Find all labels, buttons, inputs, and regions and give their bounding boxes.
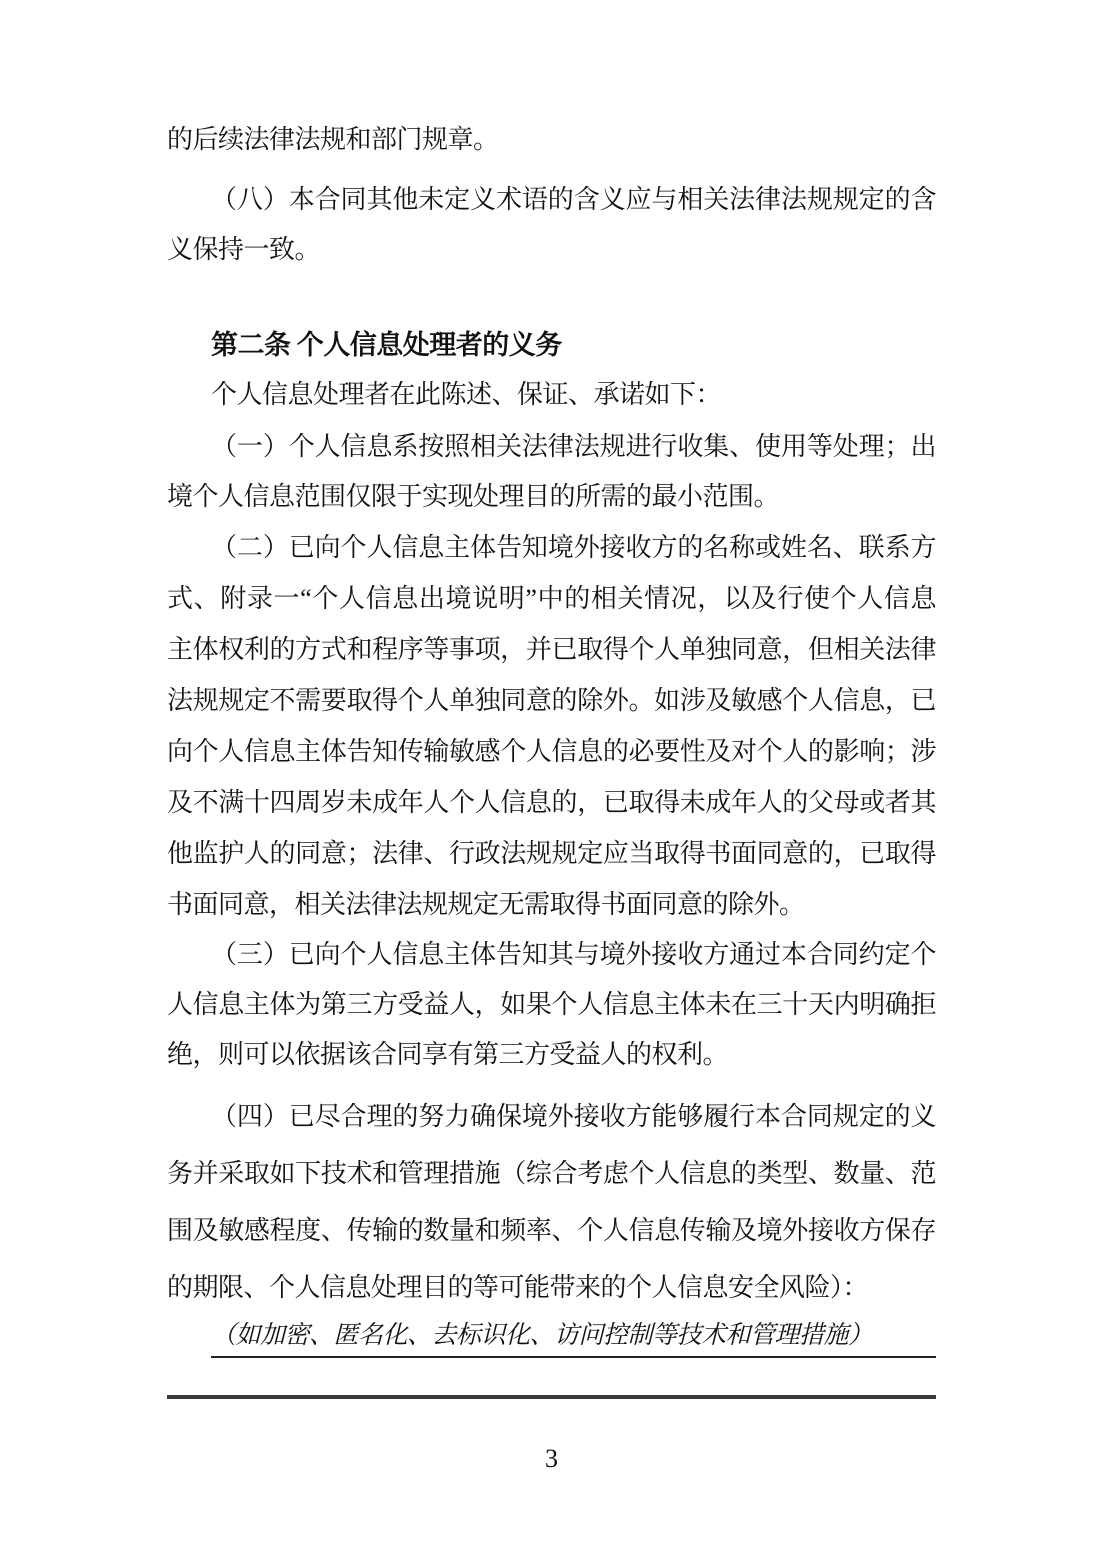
paragraph-item-3 [167,930,936,1080]
text-line: 境个人信息范围仅限于实现处理目的所需的最小范围。 [167,482,780,511]
paragraph-intro [167,370,936,420]
text-line: 法规规定不需要取得个人单独同意的除外。如涉及敏感个人信息，已 [167,686,936,715]
text-line: 人信息主体为第三方受益人，如果个人信息主体未在三十天内明确拒 [167,990,936,1019]
fill-in-example-line: （如加密、匿名化、去标识化、访问控制等技术和管理措施） [211,1316,936,1358]
text-line: 的后续法律法规和部门规章。 [167,125,499,154]
text-line: （三）已向个人信息主体告知其与境外接收方通过本合同约定个 [211,940,936,969]
blank-underline [167,1395,936,1399]
text-line: 绝，则可以依据该合同享有第三方受益人的权利。 [167,1040,729,1069]
text-line: 个人信息处理者在此陈述、保证、承诺如下： [211,380,722,409]
text-line: 务并采取如下技术和管理措施（综合考虑个人信息的类型、数量、范 [167,1159,936,1188]
text-line: 向个人信息主体告知传输敏感个人信息的必要性及对个人的影响；涉 [167,737,936,766]
text-line: 及不满十四周岁未成年人个人信息的，已取得未成年人的父母或者其 [167,788,936,817]
text-line: 的期限、个人信息处理目的等可能带来的个人信息安全风险）： [167,1273,869,1302]
text-line: 主体权利的方式和程序等事项，并已取得个人单独同意，但相关法律 [167,635,936,664]
text-line: （一）个人信息系按照相关法律法规进行收集、使用等处理；出 [211,432,936,461]
page-number: 3 [545,1444,558,1473]
paragraph-item-1 [167,422,936,522]
text-line: （八）本合同其他未定义术语的含义应与相关法律法规规定的含 [211,185,936,214]
section-heading: 第二条 个人信息处理者的义务 [211,330,562,360]
text-line: 式、附录一“个人信息出境说明”中的相关情况，以及行使个人信息 [167,584,936,613]
paragraph-item-8 [167,175,936,275]
text-line: （四）已尽合理的努力确保境外接收方能够履行本合同规定的义 [211,1102,936,1131]
text-line: 书面同意，相关法律法规规定无需取得书面同意的除外。 [167,890,805,919]
text-line: 他监护人的同意；法律、行政法规规定应当取得书面同意的，已取得 [167,839,936,868]
paragraph-item-4 [167,1088,936,1316]
paragraph-item-2 [167,522,936,930]
text-line: （二）已向个人信息主体告知境外接收方的名称或姓名、联系方 [211,533,936,562]
text-line: 义保持一致。 [167,235,321,264]
document-content [167,115,936,1474]
text-line: 围及敏感程度、传输的数量和频率、个人信息传输及境外接收方保存 [167,1216,936,1245]
